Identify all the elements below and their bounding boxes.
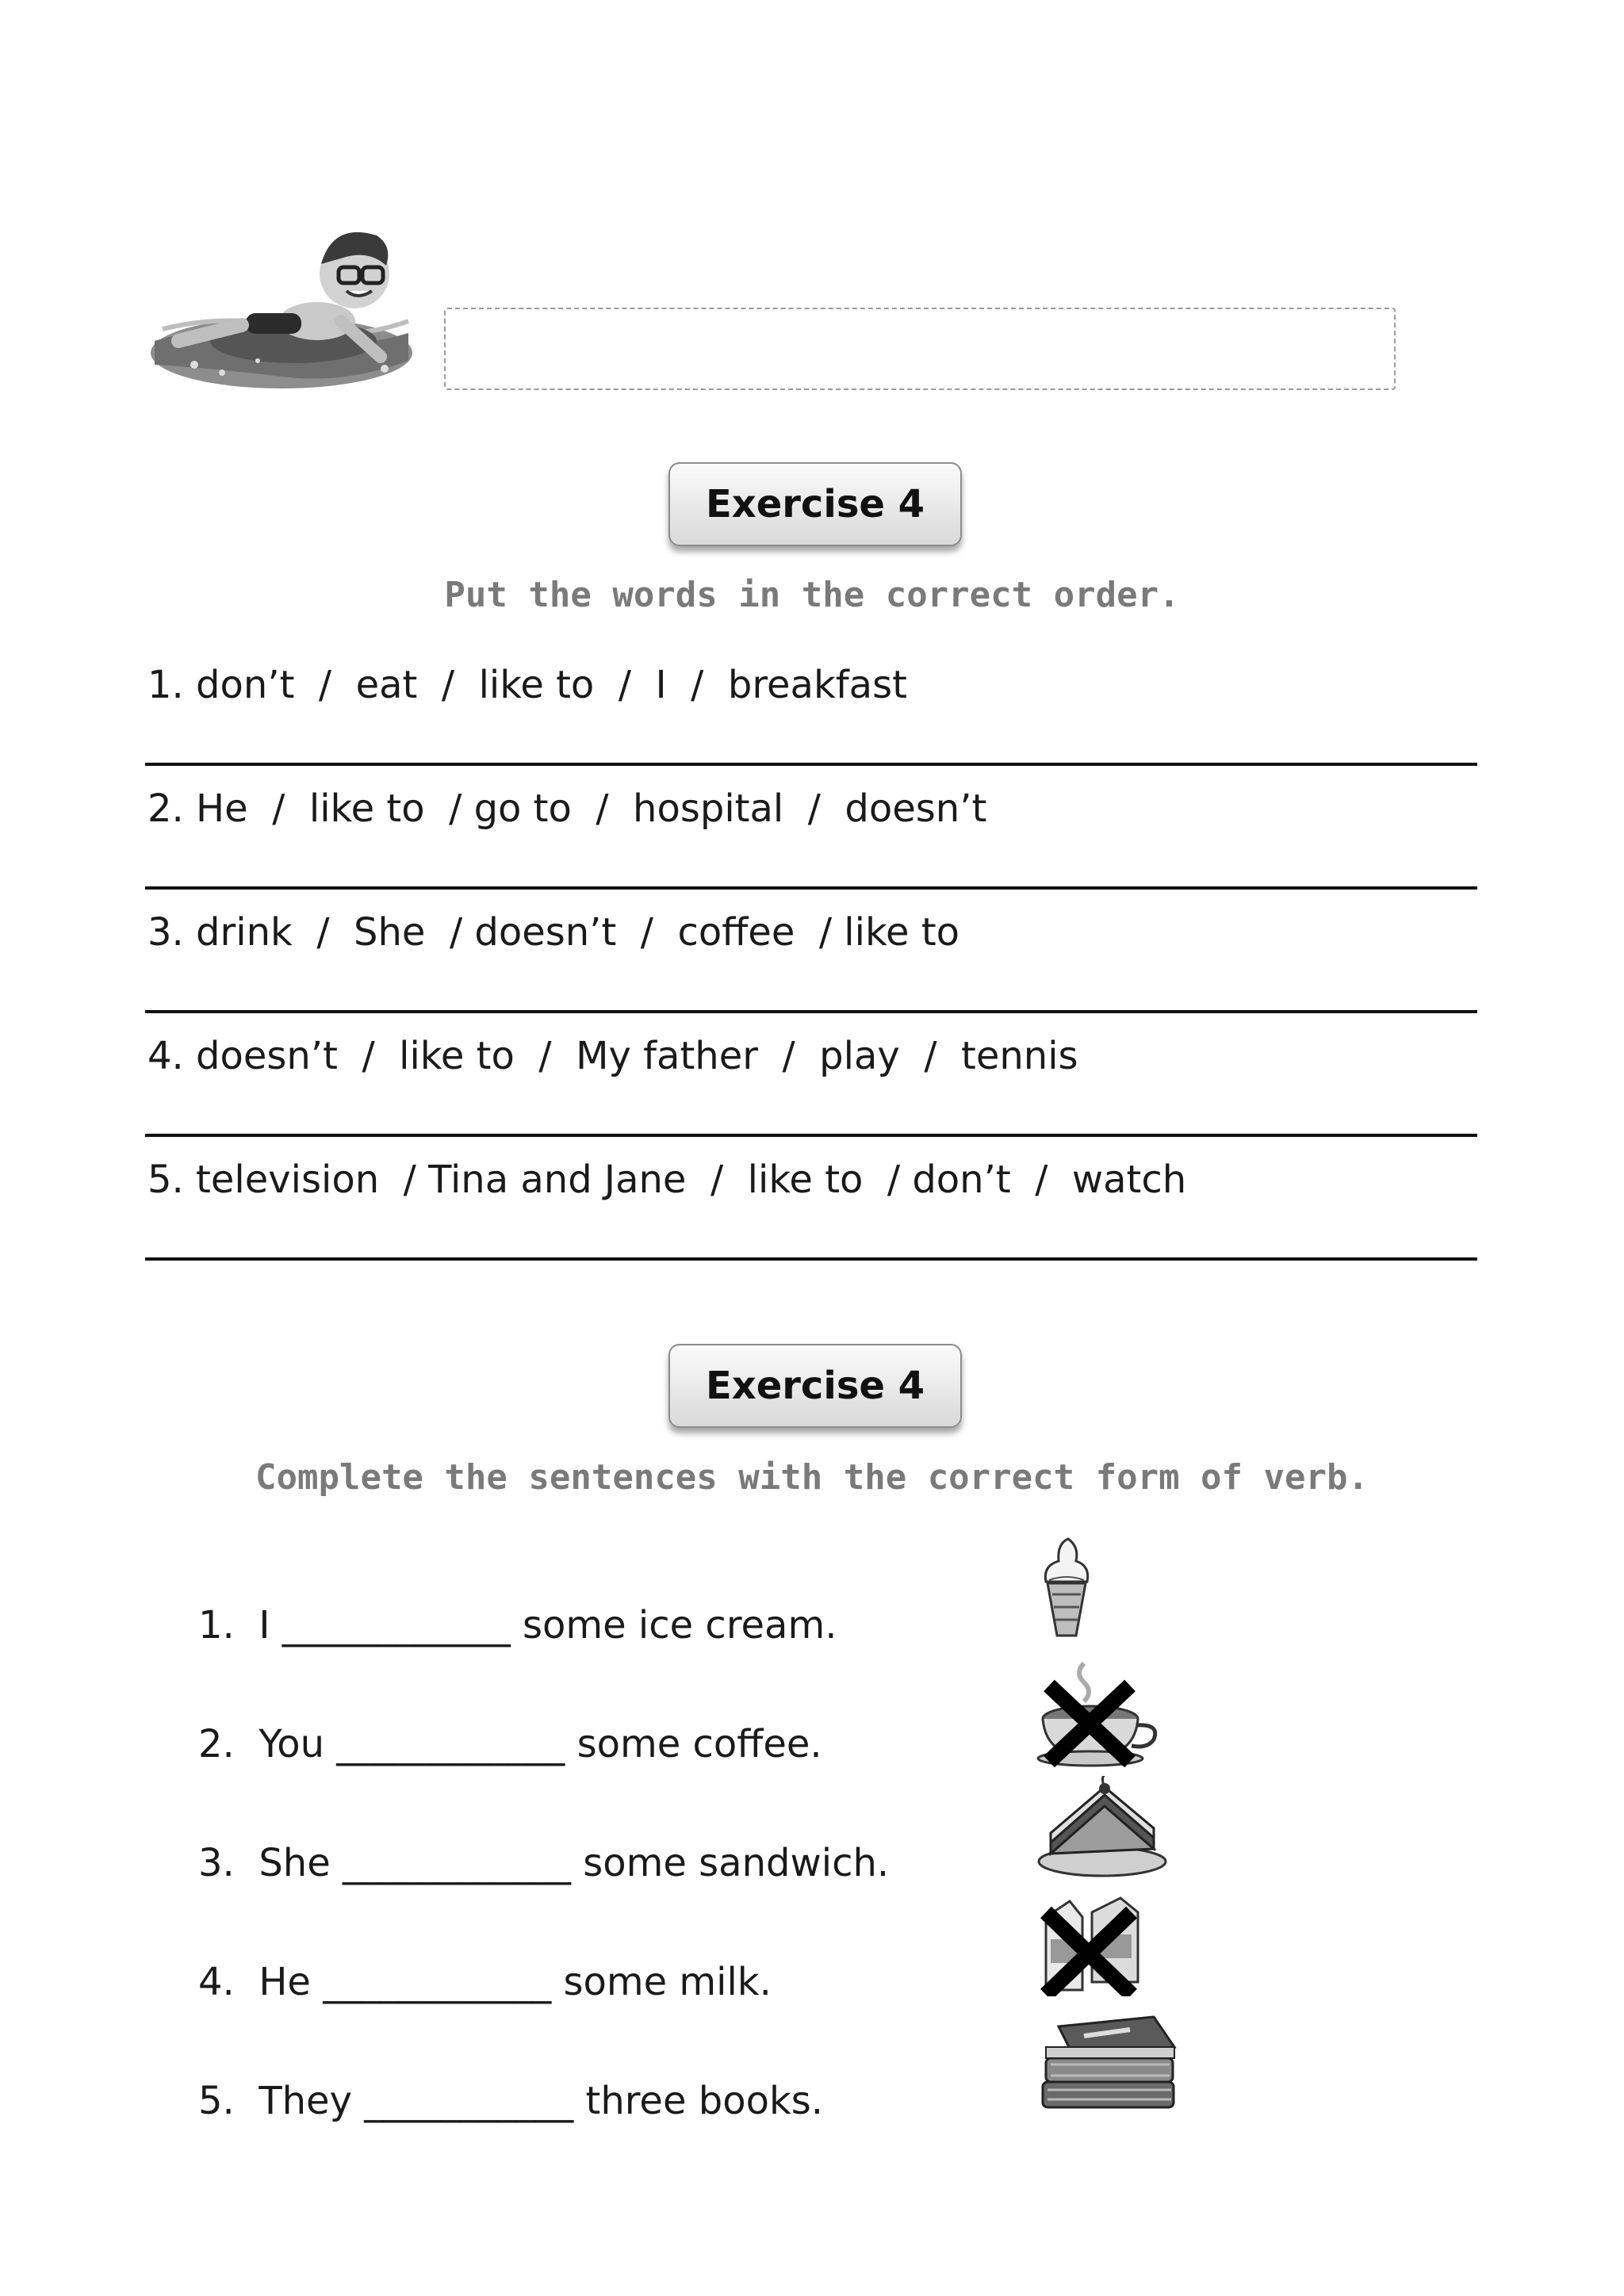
ice-cream-icon bbox=[1035, 1534, 1098, 1641]
coffee-cup-crossed-icon bbox=[1035, 1657, 1162, 1768]
verb-item-1: 1. I ____________ some ice cream. bbox=[198, 1603, 837, 1647]
word-order-item-5: 5. television / Tina and Jane / like to / don’t / watch bbox=[147, 1158, 1187, 1202]
answer-line-5[interactable] bbox=[145, 1257, 1477, 1261]
name-input-box[interactable] bbox=[444, 308, 1396, 390]
word-order-item-1: 1. don’t / eat / like to / I / breakfast bbox=[147, 663, 907, 707]
answer-line-1[interactable] bbox=[145, 763, 1477, 766]
verb-item-4: 4. He ____________ some milk. bbox=[198, 1960, 772, 2004]
exercise-4-button-verb[interactable]: Exercise 4 bbox=[668, 1344, 962, 1428]
answer-line-2[interactable] bbox=[145, 886, 1477, 890]
verb-item-5: 5. They ___________ three books. bbox=[198, 2079, 824, 2123]
word-order-item-2: 2. He / like to / go to / hospital / doesn’t bbox=[147, 786, 987, 831]
verb-item-2: 2. You ____________ some coffee. bbox=[198, 1722, 822, 1766]
instruction-verb-form: Complete the sentences with the correct form of verb. bbox=[255, 1457, 1369, 1498]
exercise-4-button-order[interactable]: Exercise 4 bbox=[668, 462, 962, 546]
instruction-word-order: Put the words in the correct order. bbox=[444, 575, 1180, 615]
word-order-item-3: 3. drink / She / doesn’t / coffee / like to bbox=[147, 910, 960, 955]
swimmer-illustration bbox=[147, 202, 416, 392]
milk-carton-crossed-icon bbox=[1035, 1893, 1146, 1996]
answer-line-4[interactable] bbox=[145, 1134, 1477, 1137]
word-order-item-4: 4. doesn’t / like to / My father / play / tennis bbox=[147, 1034, 1078, 1078]
answer-line-3[interactable] bbox=[145, 1010, 1477, 1013]
sandwich-icon bbox=[1035, 1776, 1170, 1879]
verb-item-3: 3. She ____________ some sandwich. bbox=[198, 1841, 890, 1885]
books-icon bbox=[1035, 2014, 1185, 2113]
